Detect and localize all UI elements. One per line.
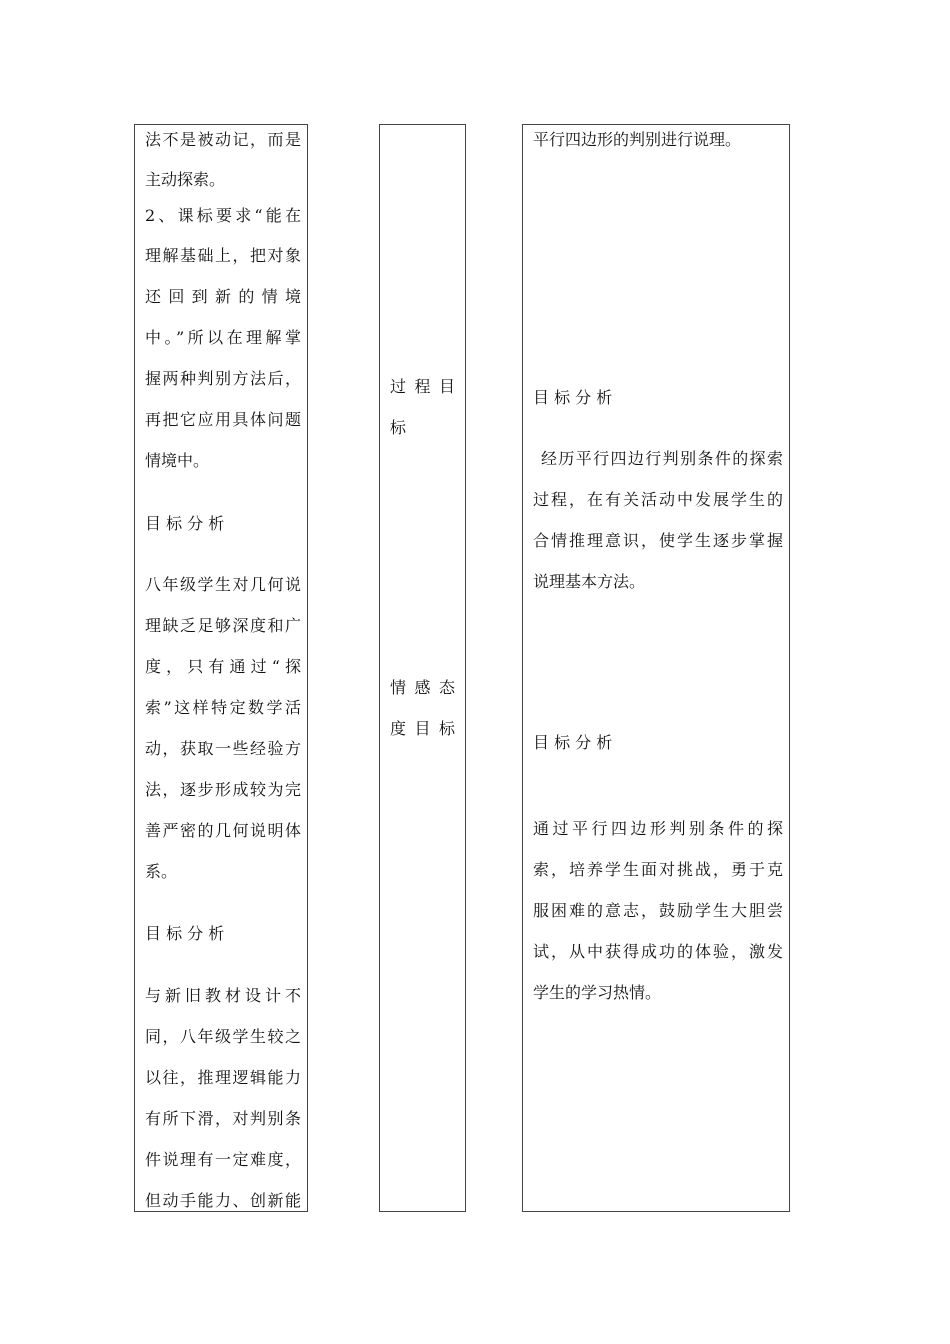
right-column-cell <box>522 124 790 1212</box>
section-heading: 目 标 分 析 <box>533 733 613 752</box>
text-line: 理缺乏足够深度和广 <box>145 616 301 635</box>
text-line: 中。”所以在理解掌 <box>145 328 301 347</box>
text-line: 再把它应用具体问题 <box>145 410 301 429</box>
left-column-cell <box>134 124 308 1212</box>
section-heading: 目 标 分 析 <box>145 514 225 533</box>
process-goal-label: 标 <box>390 418 407 437</box>
process-goal-label: 过 程 目 <box>390 377 455 396</box>
text-line: 善严密的几何说明体 <box>145 821 301 840</box>
text-line: 度，只有通过“探 <box>145 657 301 676</box>
text-line: 还回到新的情境 <box>145 287 301 306</box>
emotion-goal-label: 度 目 标 <box>390 719 455 738</box>
text-line: 握两种判别方法后， <box>145 369 301 388</box>
text-line: 理解基础上，把对象 <box>145 246 301 265</box>
text-line: 同，八年级学生较之 <box>145 1027 301 1046</box>
text-line: 通过平行四边形判别条件的探 <box>533 819 783 838</box>
middle-column-cell <box>379 124 466 1212</box>
text-line: 动，获取一些经验方 <box>145 739 301 758</box>
text-line: 索，培养学生面对挑战，勇于克 <box>533 860 783 879</box>
text-line: 索”这样特定数学活 <box>145 698 301 717</box>
text-line: 有所下滑，对判别条 <box>145 1109 301 1128</box>
section-heading: 目 标 分 析 <box>145 924 225 943</box>
text-line: 经历平行四边行判别条件的探索 <box>541 449 783 468</box>
text-line: 试，从中获得成功的体验，激发 <box>533 942 783 961</box>
text-line: 服困难的意志，鼓励学生大胆尝 <box>533 901 783 920</box>
text-line: 过程，在有关活动中发展学生的 <box>533 490 783 509</box>
text-line: 系。 <box>145 862 178 881</box>
text-line: 以往，推理逻辑能力 <box>145 1068 301 1087</box>
text-line: 平行四边形的判别进行说理。 <box>533 130 742 149</box>
text-line: 与新旧教材设计不 <box>145 986 301 1005</box>
text-line: 八年级学生对几何说 <box>145 575 301 594</box>
text-line: 件说理有一定难度， <box>145 1150 301 1169</box>
section-heading: 目 标 分 析 <box>533 388 613 407</box>
emotion-goal-label: 情 感 态 <box>390 678 455 697</box>
text-line: 但动手能力、创新能 <box>145 1191 301 1210</box>
text-line: 学生的学习热情。 <box>533 983 662 1002</box>
text-line: 法不是被动记，而是 <box>145 130 301 149</box>
text-line: 合情推理意识，使学生逐步掌握 <box>533 531 783 550</box>
text-line: 说理基本方法。 <box>533 572 646 591</box>
text-line: 2、课标要求“能在 <box>145 206 301 225</box>
text-line: 主动探索。 <box>145 170 226 189</box>
text-line: 情境中。 <box>145 451 210 470</box>
text-line: 法，逐步形成较为完 <box>145 780 301 799</box>
